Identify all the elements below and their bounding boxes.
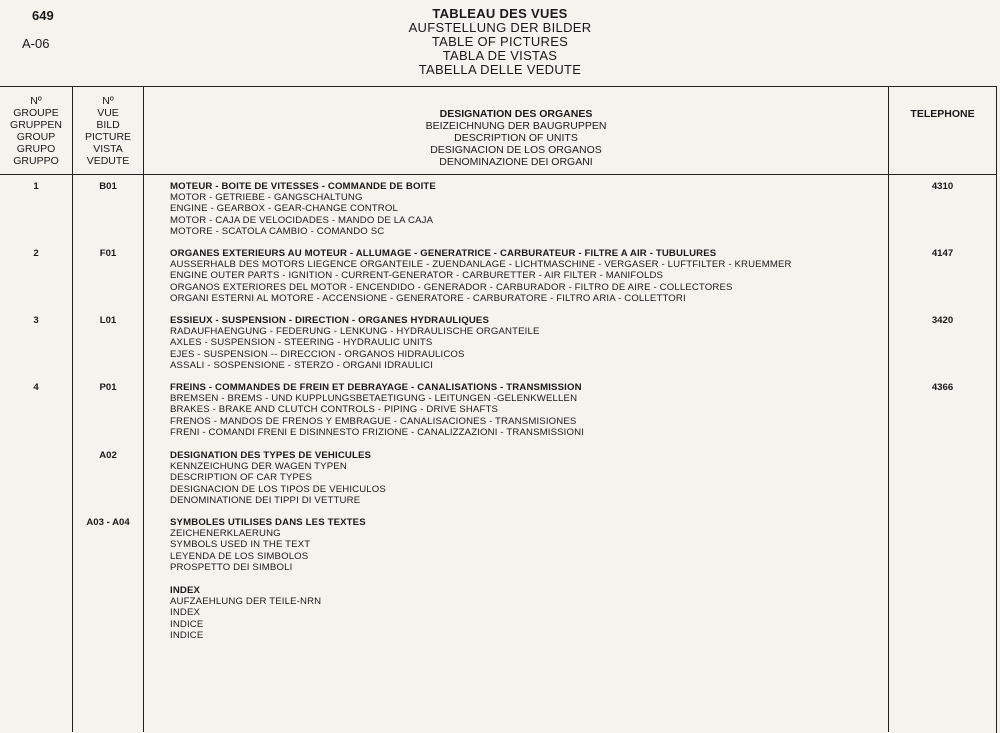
header-designation-line: DENOMINAZIONE DEI ORGANI	[439, 156, 593, 168]
header-group-line: GROUP	[16, 131, 56, 143]
designation-translation: MOTORE - SCATOLA CAMBIO - COMANDO SC	[170, 225, 385, 237]
designation-heading: FREINS - COMMANDES DE FREIN ET DEBRAYAGE - CANALISATIONS - TRANSMISSION	[170, 382, 582, 393]
page-code: A-06	[22, 36, 50, 51]
designation-translation: BREMSEN - BREMS - UND KUPPLUNGSBETAETIGUNG - LEITUNGEN -GELENKWELLEN	[170, 393, 578, 405]
designation-heading: SYMBOLES UTILISES DANS LES TEXTES	[170, 517, 366, 528]
designation-translation: ORGANOS EXTERIORES DEL MOTOR - ENCENDIDO - GENERADOR - CARBURADOR - FILTRO DE AIRE - COLLECTORES	[170, 281, 733, 293]
designation-translation: INDEX	[170, 607, 201, 619]
header-vue-line: PICTURE	[84, 131, 132, 143]
designation-translation: MOTOR - GETRIEBE - GANGSCHALTUNG	[170, 192, 363, 204]
designation-translation: DENOMINATIONE DEI TIPPI DI VETTURE	[170, 494, 361, 506]
view-code: A02	[99, 450, 117, 461]
designation-translation: DESIGNACION DE LOS TIPOS DE VEHICULOS	[170, 483, 386, 495]
header-vue	[73, 95, 143, 167]
designation-cell	[170, 382, 890, 438]
designation-translation: AXLES - SUSPENSION - STEERING - HYDRAULIC UNITS	[170, 337, 433, 349]
title-it: TABELLA DELLE VEDUTE	[418, 62, 582, 77]
header-designation-line: DESIGNATION DES ORGANES	[439, 108, 593, 120]
designation-translation: KENNZEICHUNG DER WAGEN TYPEN	[170, 461, 347, 473]
designation-heading: ESSIEUX - SUSPENSION - DIRECTION - ORGANES HYDRAULIQUES	[170, 315, 490, 326]
designation-cell	[170, 315, 890, 371]
view-code: F01	[99, 248, 117, 259]
designation-translation: BRAKES - BRAKE AND CLUTCH CONTROLS - PIPING - DRIVE SHAFTS	[170, 404, 499, 416]
designation-cell	[170, 585, 890, 641]
designation-cell	[170, 248, 890, 304]
designation-translation: LEYENDA DE LOS SIMBOLOS	[170, 550, 309, 562]
group-number: 3	[33, 315, 39, 326]
header-group-line: GRUPPEN	[10, 119, 62, 131]
header-vue-line: VISTA	[93, 143, 123, 155]
header-vue-line: BILD	[96, 119, 120, 131]
header-group-line: GRUPO	[16, 143, 56, 155]
telephone-number: 4366	[931, 382, 954, 393]
page-number: 649	[32, 8, 54, 23]
group-number: 1	[33, 181, 39, 192]
header-vue-line: Nº	[102, 95, 114, 107]
designation-translation: SYMBOLS USED IN THE TEXT	[170, 539, 311, 551]
telephone-number: 3420	[931, 315, 954, 326]
designation-translation: ENGINE - GEARBOX - GEAR-CHANGE CONTROL	[170, 203, 398, 215]
designation-translation: INDICE	[170, 629, 204, 641]
header-designation-line: BEIZEICHNUNG DER BAUGRUPPEN	[425, 120, 607, 132]
designation-cell	[170, 517, 890, 573]
designation-cell	[170, 181, 890, 237]
header-group-line: Nº	[30, 95, 42, 107]
header-group	[0, 95, 72, 167]
designation-translation: FRENOS - MANDOS DE FRENOS Y EMBRAGUE - CANALISACIONES - TRANSMISIONES	[170, 415, 577, 427]
header-designation-line: DESIGNACION DE LOS ORGANOS	[430, 144, 602, 156]
designation-translation: ENGINE OUTER PARTS - IGNITION - CURRENT-GENERATOR - CARBURETTER - AIR FILTER - MANIFOLDS	[170, 270, 664, 282]
header-designation-line: DESCRIPTION OF UNITS	[454, 132, 578, 144]
designation-translation: ORGANI ESTERNI AL MOTORE - ACCENSIONE - GENERATORE - CARBURATORE - FILTRO ARIA - COLLETTORI	[170, 292, 686, 304]
title-block	[340, 7, 660, 77]
designation-translation: INDICE	[170, 618, 204, 630]
group-number: 4	[33, 382, 39, 393]
designation-cell	[170, 450, 890, 506]
designation-translation: PROSPETTO DEI SIMBOLI	[170, 561, 293, 573]
view-code: A03 - A04	[86, 517, 130, 528]
designation-translation: EJES - SUSPENSION -- DIRECCION - ORGANOS HIDRAULICOS	[170, 348, 465, 360]
designation-translation: ZEICHENERKLAERUNG	[170, 528, 281, 540]
title-de: AUFSTELLUNG DER BILDER	[408, 20, 592, 35]
designation-translation: RADAUFHAENGUNG - FEDERUNG - LENKUNG - HYDRAULISCHE ORGANTEILE	[170, 326, 540, 338]
view-code: L01	[99, 315, 117, 326]
header-vue-line: VUE	[97, 107, 119, 119]
telephone-number: 4147	[931, 248, 954, 259]
designation-heading: INDEX	[170, 585, 201, 596]
designation-translation: ASSALI - SOSPENSIONE - STERZO - ORGANI IDRAULICI	[170, 359, 434, 371]
designation-translation: AUFZAEHLUNG DER TEILE-NRN	[170, 596, 322, 608]
designation-heading: MOTEUR - BOITE DE VITESSES - COMMANDE DE BOITE	[170, 181, 436, 192]
title-en: TABLE OF PICTURES	[431, 34, 569, 49]
designation-translation: AUSSERHALB DES MOTORS LIEGENCE ORGANTEILE - ZUENDANLAGE - LICHTMASCHINE - VERGASER - LUFTFILTER - KRUEMMER	[170, 259, 792, 271]
column-divider	[143, 86, 144, 732]
designation-translation: FRENI - COMANDI FRENI E DISINNESTO FRIZIONE - CANALIZZAZIONI - TRANSMISSIONI	[170, 426, 585, 438]
header-divider	[0, 174, 996, 175]
title-main: TABLEAU DES VUES	[432, 6, 568, 21]
view-code: B01	[99, 181, 117, 192]
header-designation	[144, 108, 888, 168]
header-group-line: GRUPPO	[13, 155, 59, 167]
designation-heading: ORGANES EXTERIEURS AU MOTEUR - ALLUMAGE - GENERATRICE - CARBURATEUR - FILTRE A AIR - TUBULURES	[170, 248, 717, 259]
header-vue-line: VEDUTE	[86, 155, 130, 167]
header-telephone: TELEPHONE	[910, 108, 975, 120]
designation-translation: DESCRIPTION OF CAR TYPES	[170, 472, 313, 484]
title-es: TABLA DE VISTAS	[442, 48, 558, 63]
view-code: P01	[99, 382, 117, 393]
header-group-line: GROUPE	[13, 107, 59, 119]
telephone-number: 4310	[931, 181, 954, 192]
designation-heading: DESIGNATION DES TYPES DE VEHICULES	[170, 450, 372, 461]
group-number: 2	[33, 248, 39, 259]
designation-translation: MOTOR - CAJA DE VELOCIDADES - MANDO DE LA CAJA	[170, 214, 434, 226]
